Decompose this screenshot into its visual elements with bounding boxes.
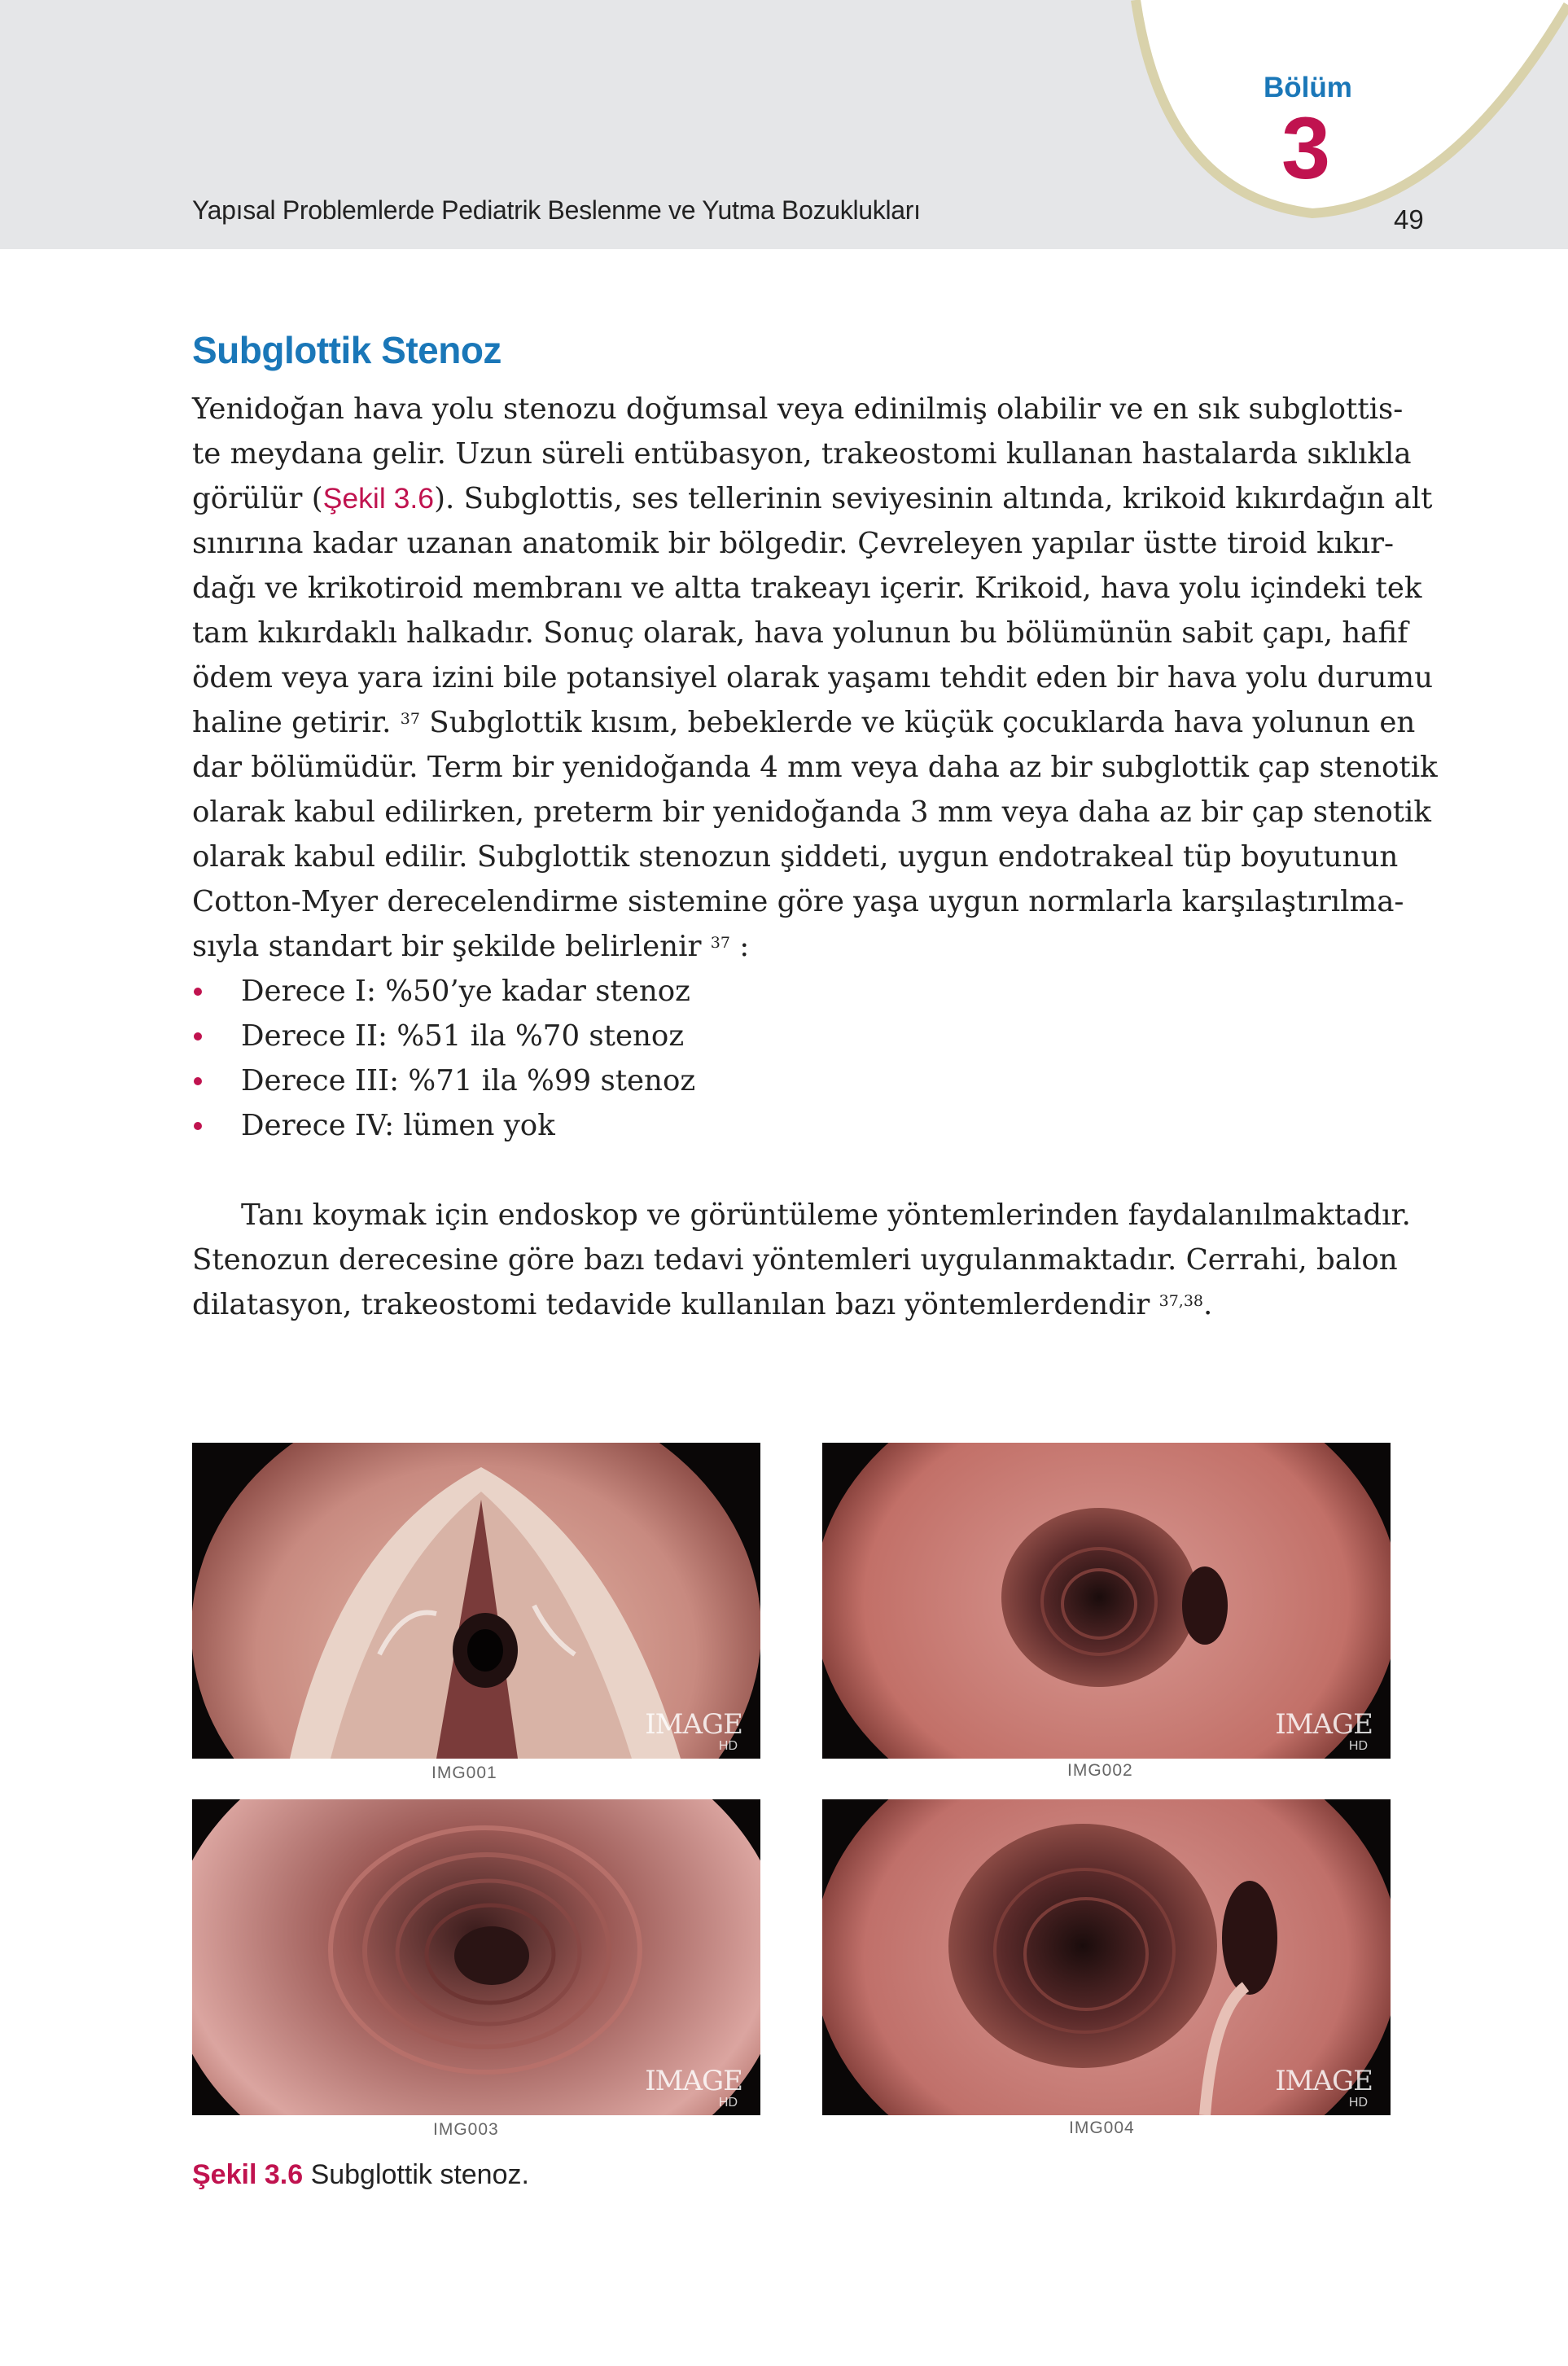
figure-reference-link[interactable]: Şekil 3.6 xyxy=(322,482,435,515)
bullet-icon xyxy=(194,1122,202,1130)
text-line: sınırına kadar uzanan anatomik bir bölgedir. Çevreleyen yapılar üstte tiroid kıkır- xyxy=(192,527,1394,560)
text-line: Yenidoğan hava yolu stenozu doğumsal veya edinilmiş olabilir ve en sık subglottis- xyxy=(192,392,1404,426)
running-title: Yapısal Problemlerde Pediatrik Beslenme ve Yutma Bozuklukları xyxy=(192,195,921,225)
text-line: dağı ve krikotiroid membranı ve altta trakeayı içerir. Krikoid, hava yolu içindeki tek xyxy=(192,572,1422,605)
citation-superscript: 37 xyxy=(400,710,420,728)
text-span: sıyla standart bir şekilde belirlenir xyxy=(192,930,711,963)
text-line: Tanı koymak için endoskop ve görüntüleme yöntemlerinden faydalanılmaktadır. xyxy=(241,1198,1411,1232)
page-number: 49 xyxy=(1394,204,1424,234)
bullet-icon xyxy=(194,1032,202,1041)
text-line: Stenozun derecesine göre bazı tedavi yöntemleri uygulanmaktadır. Cerrahi, balon xyxy=(192,1243,1398,1277)
list-item-text: Derece III: %71 ila %99 stenoz xyxy=(241,1064,696,1098)
image-watermark-sub: HD xyxy=(1348,2096,1368,2110)
figure-caption xyxy=(192,2159,529,2191)
text-line: ödem veya yara izini bile potansiyel olarak yaşamı tehdit eden bir hava yolu durumu xyxy=(192,661,1434,694)
endoscopy-image-3 xyxy=(192,1799,760,2115)
text-span: haline getirir. xyxy=(192,706,401,739)
text-line xyxy=(192,924,1394,969)
text-span: dilatasyon, trakeostomi tedavide kullanılan bazı yöntemlerdendir xyxy=(192,1288,1159,1321)
citation-superscript: 37,38 xyxy=(1158,1292,1204,1310)
chapter-label: Bölüm xyxy=(1264,72,1352,103)
image-watermark: IMAGE xyxy=(1275,2065,1373,2097)
text-line: Cotton-Myer derecelendirme sistemine göre yaşa uygun normlarla karşılaştırılma- xyxy=(192,885,1404,918)
text-line xyxy=(192,700,1416,745)
text-span: . xyxy=(1203,1288,1213,1321)
figure-caption-text: Subglottik stenoz. xyxy=(310,2159,529,2190)
figure-label: Şekil 3.6 xyxy=(192,2159,304,2190)
text-line: olarak kabul edilirken, preterm bir yenidoğanda 3 mm veya daha az bir çap stenotik xyxy=(192,795,1431,829)
chapter-number: 3 xyxy=(1281,99,1331,197)
text-span: ). Subglottis, ses tellerinin seviyesinin altında, krikoid kıkırdağın alt xyxy=(434,482,1433,515)
bullet-icon xyxy=(194,1077,202,1085)
list-item-text: Derece IV: lümen yok xyxy=(241,1109,555,1142)
image-watermark: IMAGE xyxy=(645,2065,742,2097)
endoscopy-image-1 xyxy=(192,1443,760,1759)
image-label: IMG002 xyxy=(1067,1761,1133,1780)
bullet-icon xyxy=(194,988,202,996)
image-label: IMG001 xyxy=(431,1764,497,1782)
text-line: dar bölümüdür. Term bir yenidoğanda 4 mm veya daha az bir subglottik çap stenotik xyxy=(192,751,1438,784)
image-label: IMG004 xyxy=(1069,2118,1135,2137)
text-line xyxy=(192,1282,1394,1327)
image-watermark: IMAGE xyxy=(1275,1708,1373,1741)
text-span: Subglottik kısım, bebeklerde ve küçük çocuklarda hava yolunun en xyxy=(419,706,1416,739)
list-item-text: Derece I: %50’ye kadar stenoz xyxy=(241,975,690,1008)
citation-superscript: 37 xyxy=(710,934,730,952)
text-line: olarak kabul edilir. Subglottik stenozun şiddeti, uygun endotrakeal tüp boyutunun xyxy=(192,840,1399,874)
endoscopy-image-2 xyxy=(822,1443,1391,1759)
image-watermark-sub: HD xyxy=(718,2096,738,2110)
list-item-text: Derece II: %51 ila %70 stenoz xyxy=(241,1019,685,1053)
endoscopy-image-4 xyxy=(822,1799,1391,2115)
image-watermark: IMAGE xyxy=(645,1708,742,1741)
text-line xyxy=(192,476,1433,521)
text-span: : xyxy=(729,930,750,963)
text-line: tam kıkırdaklı halkadır. Sonuç olarak, hava yolunun bu bölümünün sabit çapı, hafif xyxy=(192,616,1408,650)
image-watermark-sub: HD xyxy=(718,1739,738,1753)
image-watermark-sub: HD xyxy=(1348,1739,1368,1753)
section-title: Subglottik Stenoz xyxy=(192,329,501,371)
image-label: IMG003 xyxy=(433,2120,499,2139)
text-span: görülür ( xyxy=(192,482,323,515)
text-line: te meydana gelir. Uzun süreli entübasyon, trakeostomi kullanan hastalarda sıklıkla xyxy=(192,437,1412,471)
